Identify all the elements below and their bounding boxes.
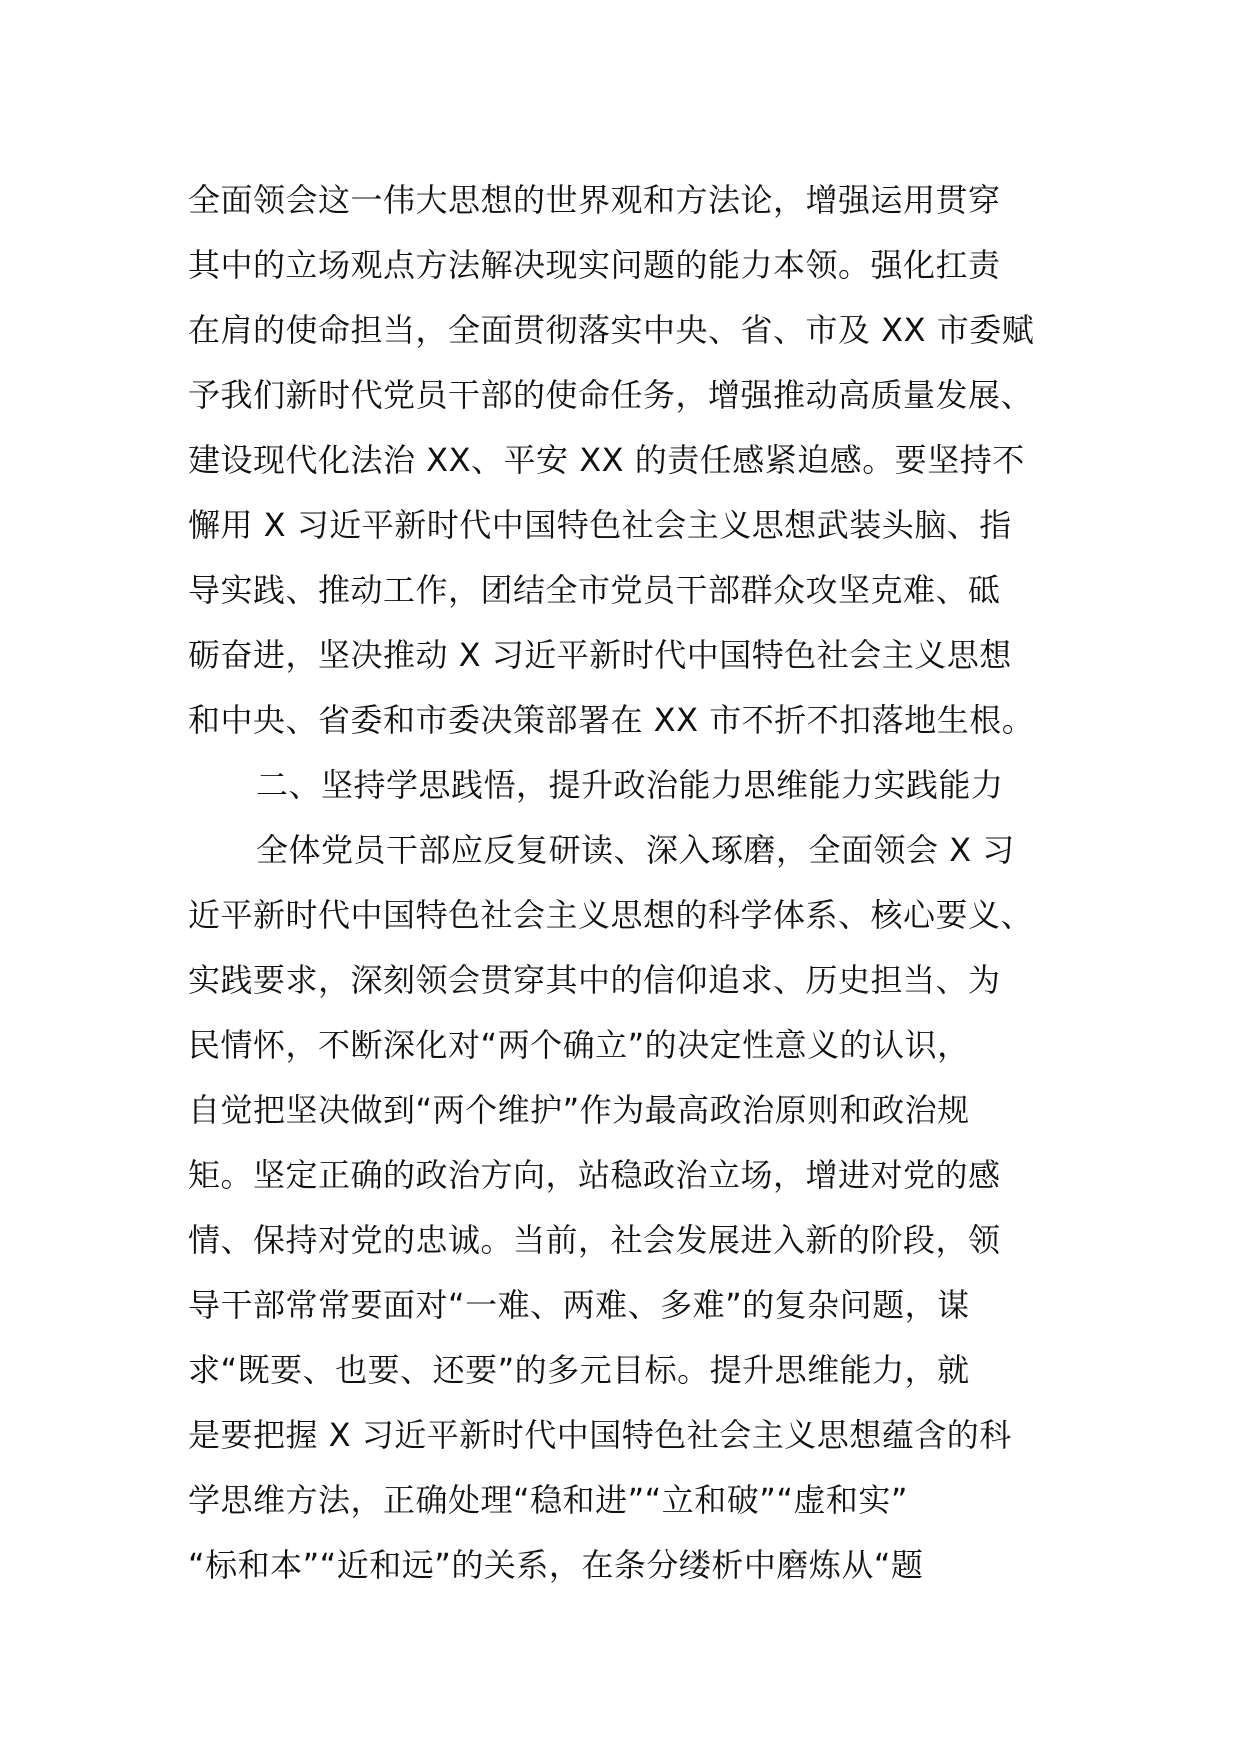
text-line: 求“既要、也要、还要”的多元目标。提升思维能力，就 — [188, 1351, 970, 1389]
text-line: 学思维方法，正确处理“稳和进”“立和破”“虚和实” — [188, 1481, 908, 1519]
text-line: 导实践、推动工作，团结全市党员干部群众攻坚克难、砥 — [188, 571, 1001, 609]
text-line: 其中的立场观点方法解决现实问题的能力本领。强化扛责 — [188, 246, 1001, 284]
text-line: 情、保持对党的忠诚。当前，社会发展进入新的阶段，领 — [188, 1221, 1001, 1259]
paragraph-start-line: 全体党员干部应反复研读、深入琢磨，全面领会 X 习 — [256, 831, 1015, 869]
text-line: “标和本”“近和远”的关系，在条分缕析中磨炼从“题 — [188, 1546, 924, 1584]
text-line: 矩。坚定正确的政治方向，站稳政治立场，增进对党的感 — [188, 1156, 1001, 1194]
text-line: 建设现代化法治 XX、平安 XX 的责任感紧迫感。要坚持不 — [188, 441, 1025, 479]
text-line: 导干部常常要面对“一难、两难、多难”的复杂问题，谋 — [188, 1286, 970, 1324]
section-heading: 二、坚持学思践悟，提升政治能力思维能力实践能力 — [256, 766, 1004, 804]
body-text — [188, 168, 1068, 1598]
text-line: 砺奋进，坚决推动 X 习近平新时代中国特色社会主义思想 — [188, 636, 1012, 674]
text-line: 和中央、省委和市委决策部署在 XX 市不折不扣落地生根。 — [188, 701, 1035, 739]
text-line: 自觉把坚决做到“两个维护”作为最高政治原则和政治规 — [188, 1091, 970, 1129]
text-line: 在肩的使命担当，全面贯彻落实中央、省、市及 XX 市委赋 — [188, 311, 1035, 349]
text-line: 是要把握 X 习近平新时代中国特色社会主义思想蕴含的科 — [188, 1416, 1012, 1454]
text-line: 全面领会这一伟大思想的世界观和方法论，增强运用贯穿 — [188, 181, 1001, 219]
text-line: 实践要求，深刻领会贯穿其中的信仰追求、历史担当、为 — [188, 961, 1001, 999]
text-line: 懈用 X 习近平新时代中国特色社会主义思想武装头脑、指 — [188, 506, 1012, 544]
text-line: 近平新时代中国特色社会主义思想的科学体系、核心要义、 — [188, 896, 1034, 934]
text-line: 民情怀，不断深化对“两个确立”的决定性意义的认识， — [188, 1026, 970, 1064]
text-line: 予我们新时代党员干部的使命任务，增强推动高质量发展、 — [188, 376, 1034, 414]
